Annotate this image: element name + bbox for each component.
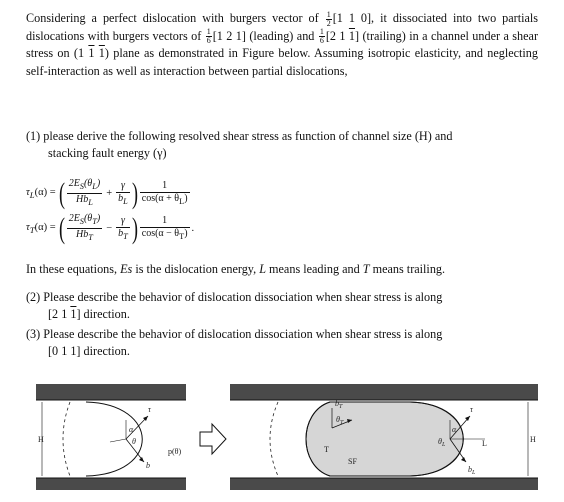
arrow-icon [200,424,226,454]
right-bT-label: $b_T$ [335,399,343,410]
question-1 [26,128,532,161]
left-H-label: H [38,435,44,444]
paren-close: ) [131,211,138,245]
question-text: please derive the following resolved shear stress as function of channel size (H) and [43,129,453,143]
right-dashed-line [270,402,278,476]
intro-text: Considering a perfect dislocation with burgers vector of [26,11,319,25]
intro-paragraph: Considering a perfect dislocation with burgers vector of $\frac{1}{2}$ [1 1 0], it dissociated into two partials dislocations with burgers vectors of $\frac{1}{6}$ [1 2 1] (leading) and $\frac{1}{6}$ [2 1 1] (trailing) in a channel under a shear stress on (1 1 1) plane as demonstrated in Figure below. Assuming isotropic elasticity, and neglecting self-interaction as well as interaction between partial dislocations, [26,9,539,78]
eq-term1: $2E_S(\theta_T)$ $Hb_T$ [68,213,101,242]
eq-operator: + [106,188,113,199]
question-text: Please describe the behavior of dislocation dissociation when shear stress is along [43,327,443,341]
right-thetaL-label: $\theta_L$ [438,437,446,448]
right-bL-label: $b_L$ [468,465,476,476]
right-tau-label: τ [470,405,473,414]
eq-term3: 1 $\cos(\alpha + \theta_L)$ [141,179,188,206]
left-tau-label: τ [148,405,151,414]
eq-term2: $\frac{\gamma}{b_T}$ [118,214,128,241]
right-SF-label: SF [348,457,357,466]
perfect-fraction: $\frac{1}{2}$ [326,9,331,28]
paren-open: ( [58,211,65,245]
question-text-cont: [0 1 1] direction. [48,343,130,358]
right-thetaT-label: $\theta_T$ [336,415,344,426]
right-alpha-label: α [452,425,457,434]
equation-trailing: $\tau_T(\alpha)$ = ( $2E_S(\theta_T)$ $Hb_T$ − $\frac{\gamma}{b_T}$ ) 1 $\cos(\alpha - \theta_T)$ . [26,211,195,245]
eq-lhs: $\tau_L(\alpha)$ = [26,186,56,201]
question-text-cont: stacking fault energy (γ) [48,145,167,160]
paren-close: ) [131,176,138,210]
trailing-vector: [2 1 [325,28,349,43]
eq-term1: $2E_S(\theta_L)$ $Hb_L$ [68,178,101,207]
right-L-label: L [482,439,487,448]
left-theta-label: θ [132,437,136,446]
equation-note: In these equations, Es is the dislocation energy, L means leading and T means trailing. [26,262,446,276]
left-top-wall [36,384,186,400]
dislocation-figure [30,382,542,490]
right-bottom-wall [230,478,538,490]
eq-term2: $\frac{\gamma}{b_L}$ [118,179,128,206]
left-bottom-wall [36,478,186,490]
eq-operator: − [106,223,113,234]
paren-open: ( [58,176,65,210]
right-top-wall [230,384,538,400]
question-number: (1) [26,129,41,143]
left-dashed-line [63,402,70,476]
eq-lhs: $\tau_T(\alpha)$ = [26,221,56,236]
left-b-label: b [146,461,150,470]
left-panel [36,384,186,490]
question-2 [26,289,532,322]
right-T-label: T [324,445,329,454]
right-panel [230,384,538,490]
trailing-fraction: $\frac{1}{6}$ [319,27,324,46]
question-number: (2) [26,290,41,304]
figure-svg [30,382,542,490]
equation-leading [26,178,192,209]
question-text-cont: [2 1 1] direction. [48,306,130,321]
eq-term3: 1 $\cos(\alpha - \theta_T)$ [141,214,188,241]
question-text: Please describe the behavior of dislocation dissociation when shear stress is along [43,290,443,304]
question-3 [26,326,532,359]
perfect-vector: [1 1 0], it dissociated into two partials dislocations with burgers vectors of [26,11,539,43]
question-number: (3) [26,327,41,341]
leading-fraction: $\frac{1}{6}$ [206,27,211,46]
left-alpha-label: α [129,425,134,434]
transition-arrow [200,424,226,454]
leading-vector: [1 2 1] (leading) and [212,28,315,43]
right-H-label: H [530,435,536,444]
left-p-label: p(θ) [168,447,182,456]
